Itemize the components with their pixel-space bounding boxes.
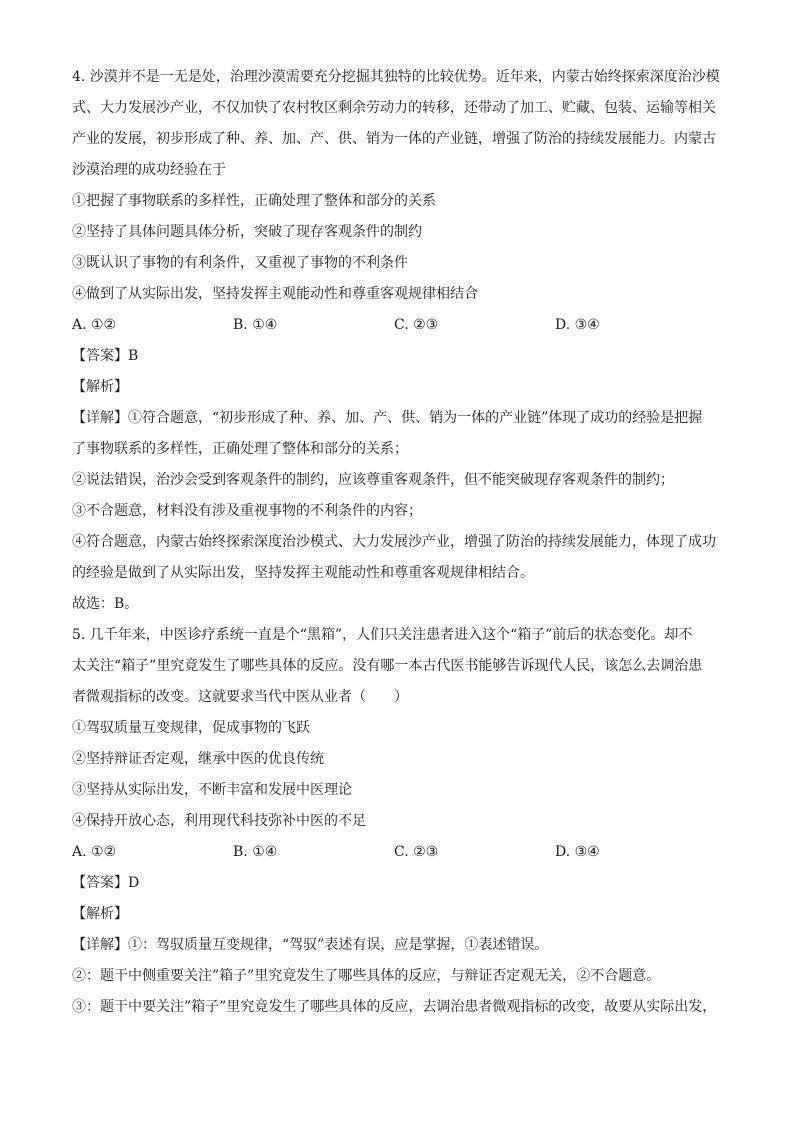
question-5 — [72, 620, 724, 1023]
q5-answer: 【答案】D — [72, 875, 140, 891]
q4-detail-line: 【详解】①符合题意，“初步形成了种、养、加、产、供、销为一体的产业链”体现了成功的经验是把握 — [72, 410, 703, 426]
q5-stem-line: 5. 几千年来，中医诊疗系统一直是个“黑箱”，人们只关注患者进入这个“箱子”前后的状态变化。却不 — [72, 627, 693, 643]
q4-detail-line: ②说法错误，治沙会受到客观条件的制约，应该尊重客观条件，但不能突破现存客观条件的制约； — [72, 472, 674, 488]
q5-options — [72, 837, 724, 868]
q5-detail-line: ②：题干中侧重要关注”箱子”里究竟发生了哪些具体的反应，与辩证否定观无关，②不合题意。 — [72, 968, 661, 984]
q5-analysis-heading: 【解析】 — [72, 906, 128, 922]
q5-statement-4: ④保持开放心态，利用现代科技弥补中医的不足 — [72, 813, 366, 829]
q4-stem-line: 式、大力发展沙产业，不仅加快了农村牧区剩余劳动力的转移，还带动了加工、贮藏、包装、运输等相关 — [72, 100, 716, 116]
q4-stem-line: 4. 沙漠并不是一无是处，治理沙漠需要充分挖掘其独特的比较优势。近年来，内蒙古始终探索深度治沙模 — [72, 69, 720, 85]
q4-detail-line: 了事物联系的多样性，正确处理了整体和部分的关系； — [72, 441, 408, 457]
q5-option-c: C. ②③ — [394, 844, 439, 860]
q5-option-b: B. ①④ — [233, 844, 278, 860]
q5-statement-2: ②坚持辩证否定观，继承中医的优良传统 — [72, 751, 324, 767]
document-content — [72, 62, 724, 1023]
q4-statement-2: ②坚持了具体问题具体分析，突破了现存客观条件的制约 — [72, 224, 422, 240]
q4-option-a: A. ①② — [72, 317, 117, 333]
q4-statement-1: ①把握了事物联系的多样性，正确处理了整体和部分的关系 — [72, 193, 436, 209]
q4-statement-4: ④做到了从实际出发，坚持发挥主观能动性和尊重客观规律相结合 — [72, 286, 478, 302]
q4-detail-line: ④符合题意，内蒙古始终探索深度治沙模式、大力发展沙产业，增强了防治的持续发展能力，体现了成功 — [72, 534, 716, 550]
q5-detail-line: 【详解】①：驾驭质量互变规律，“驾驭”表述有误，应是掌握，①表述错误。 — [72, 937, 549, 953]
question-4 — [72, 62, 724, 620]
q4-stem-line: 沙漠治理的成功经验在于 — [72, 162, 226, 178]
q5-stem-line: 者微观指标的改变。这就要求当代中医从业者（ ） — [72, 689, 408, 705]
q4-stem-line: 产业的发展，初步形成了种、养、加、产、供、销为一体的产业链，增强了防治的持续发展能力。内蒙古 — [72, 131, 716, 147]
q5-option-d: D. ③④ — [555, 844, 600, 860]
q4-options — [72, 310, 724, 341]
q4-answer: 【答案】B — [72, 348, 139, 364]
q5-statement-3: ③坚持从实际出发，不断丰富和发展中医理论 — [72, 782, 352, 798]
q5-detail-line: ③：题干中要关注”箱子”里究竟发生了哪些具体的反应，去调治患者微观指标的改变，故要从实际出发， — [72, 999, 717, 1015]
q4-conclusion: 故选：B。 — [72, 596, 139, 612]
q5-option-a: A. ①② — [72, 844, 117, 860]
q4-statement-3: ③既认识了事物的有利条件，又重视了事物的不利条件 — [72, 255, 408, 271]
q4-option-b: B. ①④ — [233, 317, 278, 333]
q4-detail-line: 的经验是做到了从实际出发，坚持发挥主观能动性和尊重客观规律相结合。 — [72, 565, 534, 581]
q4-analysis-heading: 【解析】 — [72, 379, 128, 395]
q5-statement-1: ①驾驭质量互变规律，促成事物的飞跃 — [72, 720, 310, 736]
q5-stem-line: 太关注“箱子”里究竟发生了哪些具体的反应。没有哪一本古代医书能够告诉现代人民，该怎么去调治患 — [72, 658, 703, 674]
q4-detail-line: ③不合题意，材料没有涉及重视事物的不利条件的内容； — [72, 503, 422, 519]
q4-option-d: D. ③④ — [555, 317, 600, 333]
q4-option-c: C. ②③ — [394, 317, 439, 333]
